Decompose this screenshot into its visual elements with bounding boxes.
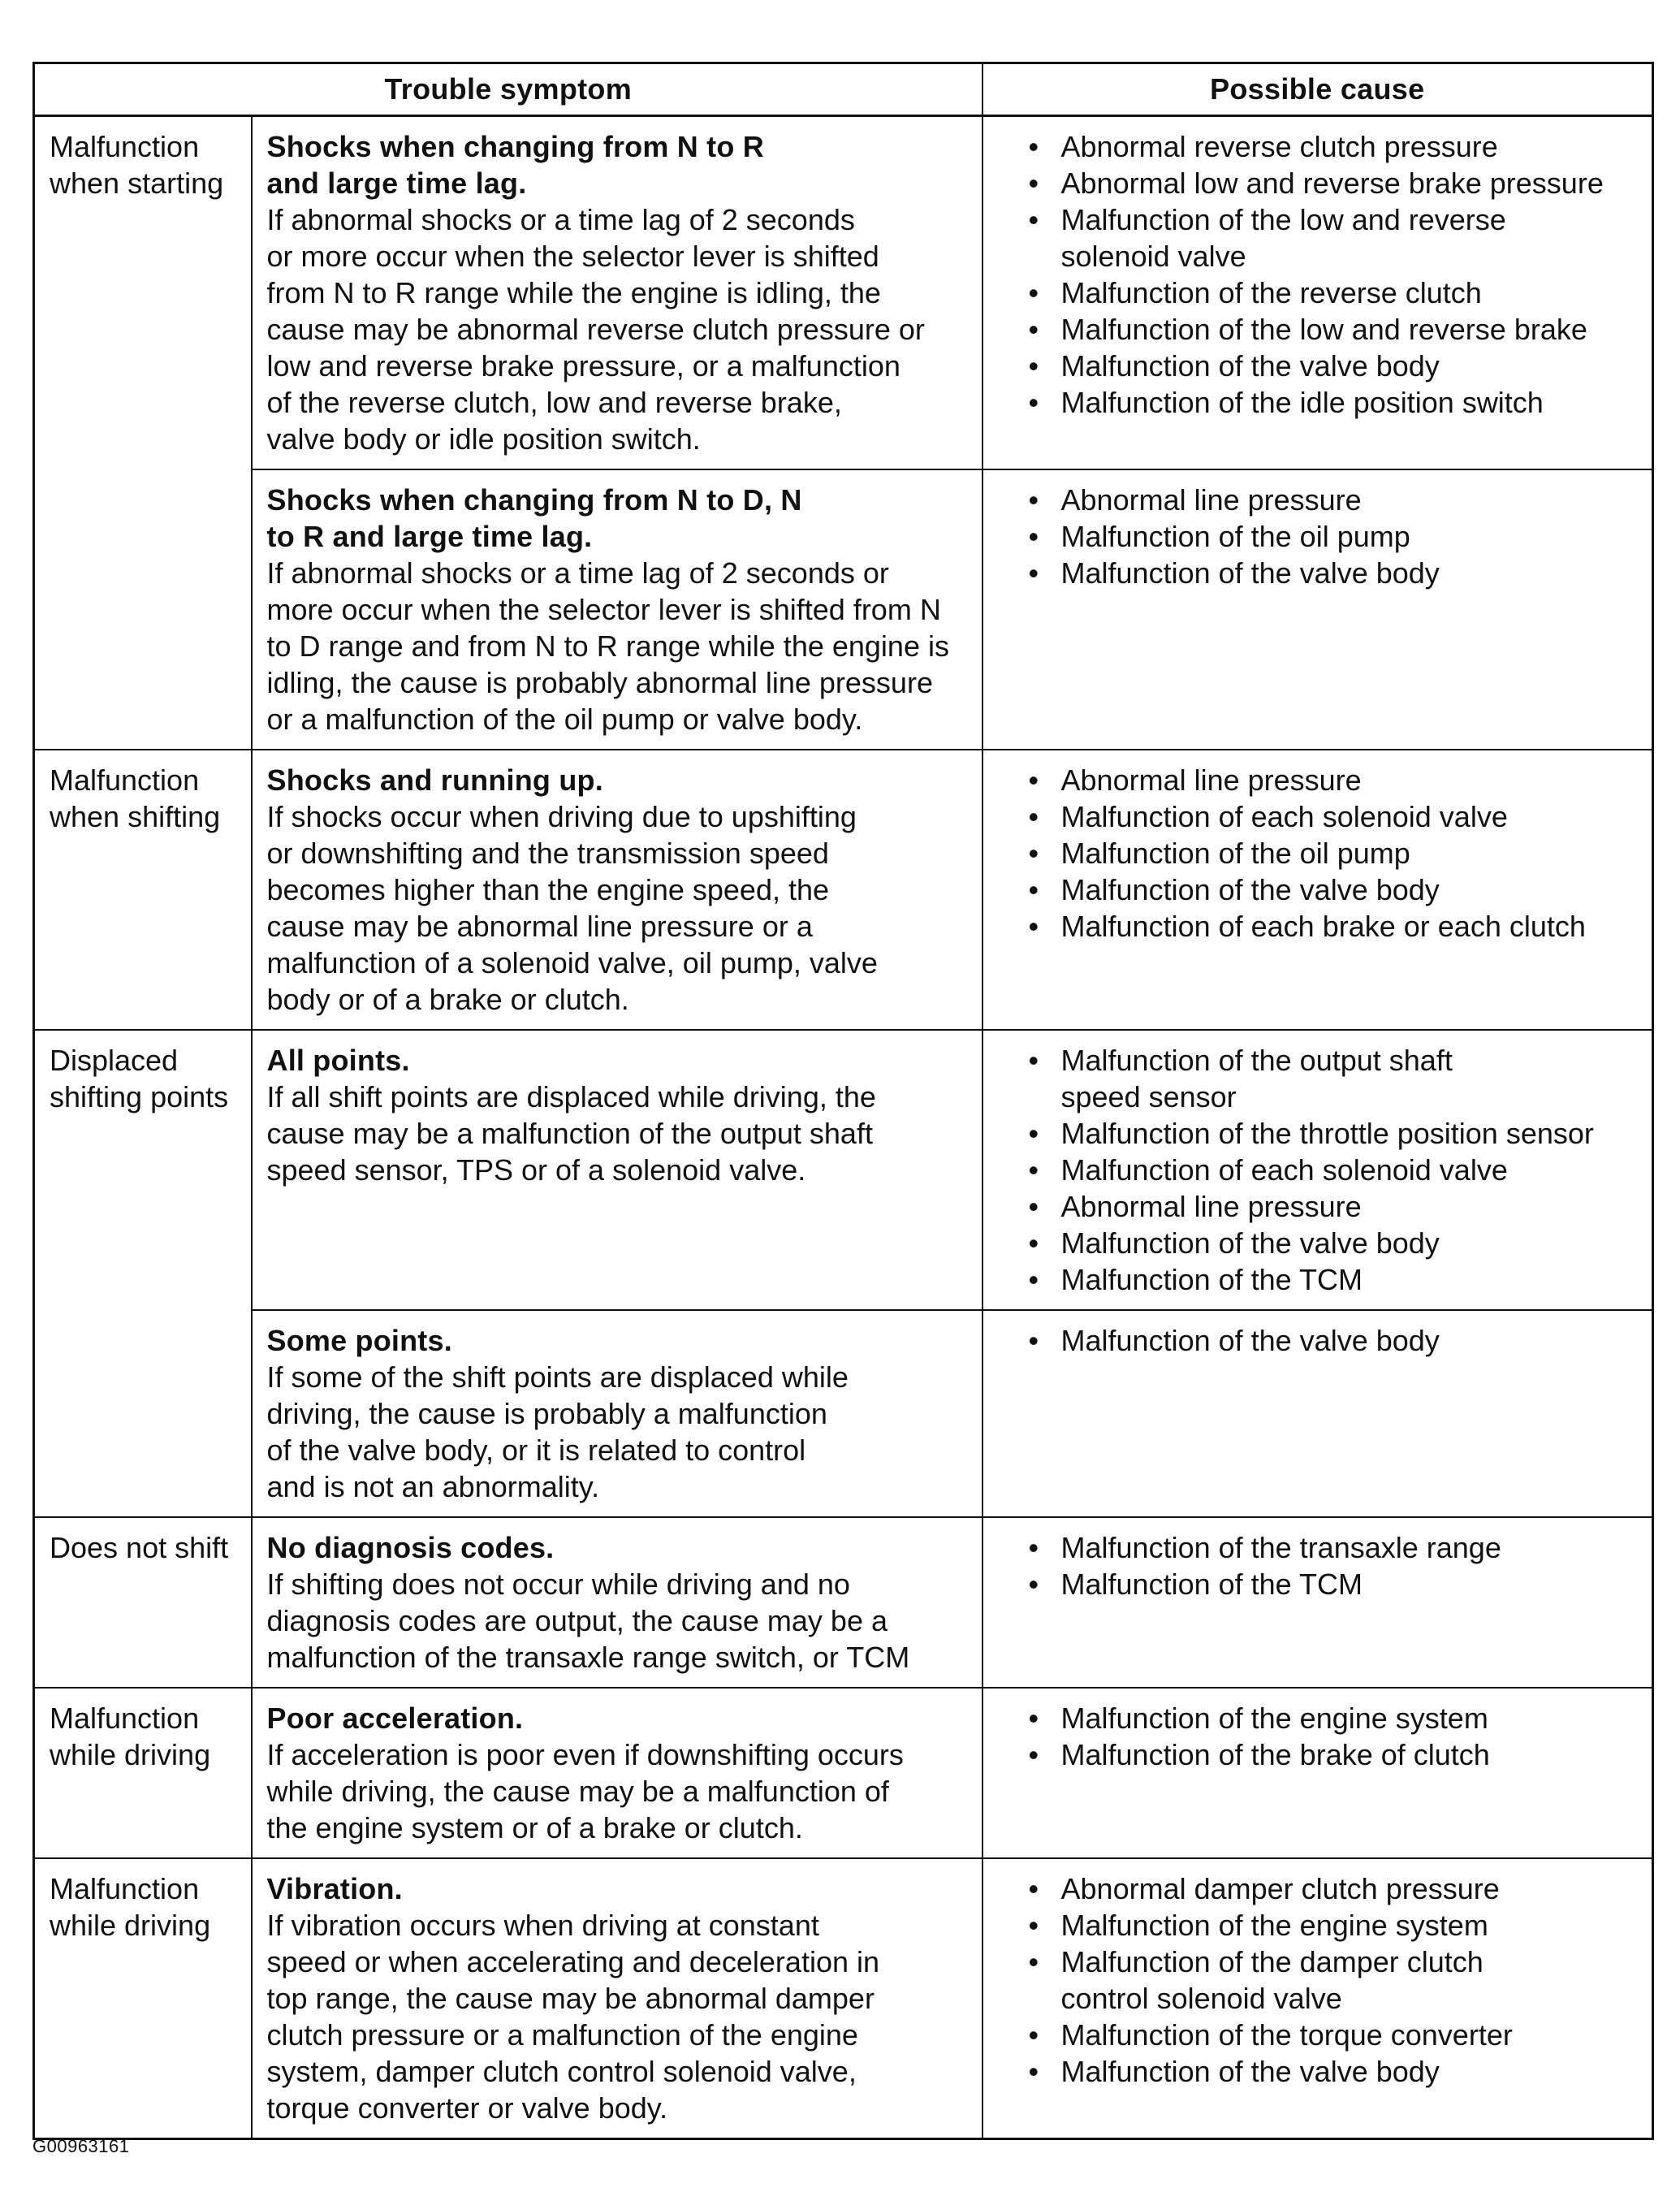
symptom-category: Malfunction when shifting [34,750,252,1030]
symptom-title: Shocks when changing from N to R and large time lag. [266,130,764,200]
symptom-cell [252,1688,983,1858]
cause-item: • Malfunction of each solenoid valve [1029,1152,1639,1188]
possible-cause-cell [983,1030,1653,1310]
symptom-category: Malfunction while driving [34,1858,252,2139]
cause-list [998,1870,1639,2090]
cause-item: • Malfunction of the valve body [1029,1322,1639,1359]
symptom-cell [252,750,983,1030]
cause-list [998,1322,1639,1359]
symptom-cell [252,1858,983,2139]
header-trouble-symptom: Trouble symptom [34,63,983,116]
symptom-cell [252,469,983,750]
possible-cause-cell [983,1688,1653,1858]
cause-item: • Malfunction of the oil pump [1029,835,1639,871]
table-row [34,1310,1653,1517]
cause-item: • Malfunction of the valve body [1029,555,1639,591]
symptom-title: Vibration. [266,1872,403,1905]
cause-list [998,1042,1639,1298]
symptom-title: Shocks when changing from N to D, N to R and large time lag. [266,483,802,553]
symptom-cell [252,1517,983,1688]
symptom-title: All points. [266,1044,410,1077]
cause-item: • Malfunction of each solenoid valve [1029,798,1639,835]
cause-item: • Malfunction of the valve body [1029,871,1639,908]
cause-item: • Malfunction of the reverse clutch [1029,275,1639,311]
possible-cause-cell [983,750,1653,1030]
cause-item: • Malfunction of the idle position switch [1029,384,1639,421]
symptom-description: If shocks occur when driving due to upshifting or downshifting and the transmission speed becomes higher than the engine speed, the cause may be abnormal line pressure or a malfunction of a solenoid valve, oil pump, valve body or of a brake or clutch. [266,800,878,1016]
symptom-cell [252,116,983,470]
cause-item: • Abnormal line pressure [1029,762,1639,798]
cause-item: • Malfunction of the engine system [1029,1700,1639,1736]
cause-item: • Malfunction of the TCM [1029,1566,1639,1602]
cause-item: • Malfunction of the throttle position sensor [1029,1115,1639,1152]
cause-item: • Malfunction of the low and reverse solenoid valve [1029,201,1639,275]
cause-item: • Malfunction of the valve body [1029,2053,1639,2090]
symptom-category: Displaced shifting points [34,1030,252,1310]
trouble-symptom-table [32,62,1654,2140]
symptom-description: If some of the shift points are displaced while driving, the cause is probably a malfunction of the valve body, or it is related to control and is not an abnormality. [266,1360,849,1503]
cause-item: • Malfunction of the TCM [1029,1261,1639,1298]
cause-item: • Malfunction of the valve body [1029,1225,1639,1261]
cause-list [998,128,1639,421]
troubleshooting-sheet [32,62,1654,2140]
table-row [34,1030,1653,1310]
table-row [34,750,1653,1030]
symptom-description: If all shift points are displaced while driving, the cause may be a malfunction of the output shaft speed sensor, TPS or of a solenoid valve. [266,1080,876,1187]
possible-cause-cell [983,1858,1653,2139]
possible-cause-cell [983,1310,1653,1517]
possible-cause-cell [983,116,1653,470]
cause-item: • Malfunction of the brake of clutch [1029,1736,1639,1773]
figure-code: G00963161 [32,2136,130,2156]
symptom-description: If acceleration is poor even if downshifting occurs while driving, the cause may be a malfunction of the engine system or of a brake or clutch. [266,1738,904,1844]
symptom-cell [252,1030,983,1310]
cause-item: • Abnormal line pressure [1029,482,1639,518]
symptom-title: Shocks and running up. [266,763,603,797]
table-row [34,1688,1653,1858]
cause-item: • Malfunction of the oil pump [1029,518,1639,555]
cause-item: • Malfunction of the damper clutch control solenoid valve [1029,1944,1639,2017]
symptom-description: If shifting does not occur while driving and no diagnosis codes are output, the cause may be a malfunction of the transaxle range switch, or TCM [266,1567,910,1674]
cause-item: • Malfunction of each brake or each clutch [1029,908,1639,945]
symptom-description: If vibration occurs when driving at constant speed or when accelerating and deceleration in top range, the cause may be abnormal damper clutch pressure or a malfunction of the engine system, damper clutch control solenoid valve, torque converter or valve body. [266,1909,880,2125]
header-possible-cause: Possible cause [983,63,1653,116]
table-row [34,469,1653,750]
table-header-row [34,63,1653,116]
symptom-cell [252,1310,983,1517]
symptom-title: Poor acceleration. [266,1702,524,1735]
symptom-description: If abnormal shocks or a time lag of 2 seconds or more occur when the selector lever is shifted from N to R range while the engine is idling, the cause may be abnormal reverse clutch pressure or low and reverse brake pressure, or a malfunction of the reverse clutch, low and reverse brake, valve body or idle position switch. [266,203,925,456]
cause-item: • Malfunction of the output shaft speed sensor [1029,1042,1639,1115]
cause-item: • Abnormal damper clutch pressure [1029,1870,1639,1907]
cause-item: • Malfunction of the low and reverse brake [1029,311,1639,348]
symptom-category [34,1310,252,1517]
table-row [34,1517,1653,1688]
symptom-title: No diagnosis codes. [266,1531,555,1564]
cause-item: • Malfunction of the valve body [1029,348,1639,384]
cause-list [998,482,1639,591]
possible-cause-cell [983,469,1653,750]
possible-cause-cell [983,1517,1653,1688]
symptom-category: Malfunction when starting [34,116,252,470]
cause-item: • Abnormal low and reverse brake pressure [1029,165,1639,201]
symptom-category [34,469,252,750]
cause-item: • Abnormal line pressure [1029,1188,1639,1225]
symptom-category: Does not shift [34,1517,252,1688]
cause-item: • Abnormal reverse clutch pressure [1029,128,1639,165]
cause-item: • Malfunction of the torque converter [1029,2017,1639,2053]
symptom-title: Some points. [266,1324,452,1357]
symptom-description: If abnormal shocks or a time lag of 2 seconds or more occur when the selector lever is shifted from N to D range and from N to R range while the engine is idling, the cause is probably abnormal line pressure or a malfunction of the oil pump or valve body. [266,556,949,736]
symptom-category: Malfunction while driving [34,1688,252,1858]
cause-list [998,762,1639,945]
cause-item: • Malfunction of the engine system [1029,1907,1639,1944]
cause-list [998,1529,1639,1602]
cause-list [998,1700,1639,1773]
table-body [34,116,1653,2139]
cause-item: • Malfunction of the transaxle range [1029,1529,1639,1566]
table-row [34,1858,1653,2139]
table-row [34,116,1653,470]
